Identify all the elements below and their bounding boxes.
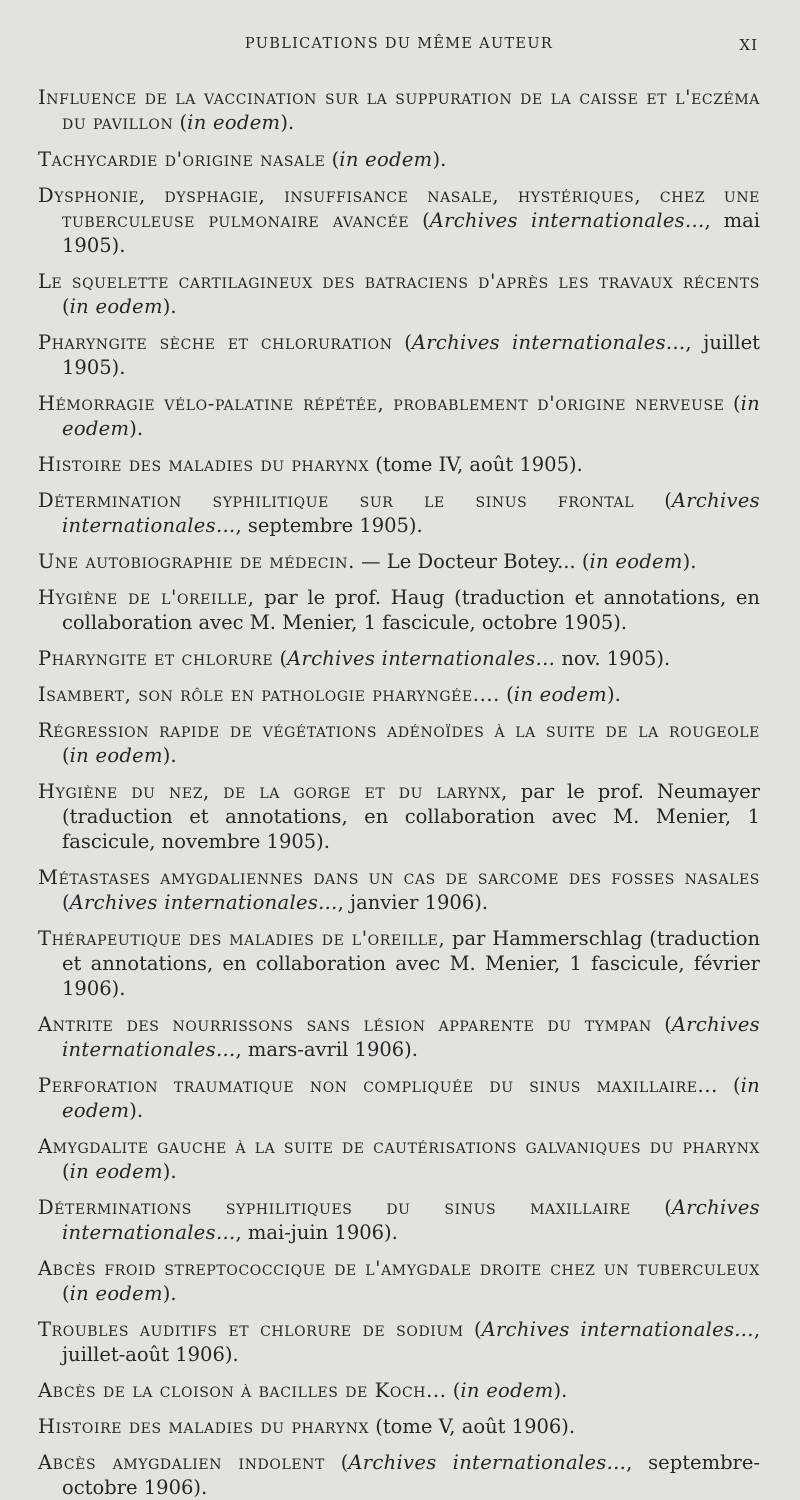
entry-details: (	[62, 295, 70, 318]
entry-source: in eodem	[69, 1160, 163, 1183]
entry-title: Perforation traumatique non compliquée du sinus maxillaire...	[38, 1074, 718, 1097]
publication-list	[38, 85, 760, 1500]
entry-details: (	[62, 744, 70, 767]
entry-details: (	[634, 489, 672, 512]
entry-source: Archives internationales...	[429, 209, 705, 232]
entry-source: in eodem	[460, 1379, 554, 1402]
entry-tail: , juillet-août 1906).	[62, 1318, 761, 1366]
entry-tail: ).	[129, 417, 144, 440]
entry-title: Antrite des nourrissons sans lésion apparente du tympan	[38, 1013, 652, 1036]
entry-details: (	[273, 647, 288, 670]
entry-title: Histoire des maladies du pharynx	[38, 453, 370, 476]
entry-tail: , mai 1905).	[62, 209, 760, 257]
entry-source: Archives internationales...	[287, 647, 556, 670]
entry-tail: , mars-avril 1906).	[235, 1038, 418, 1061]
entry-source: in eodem	[589, 550, 683, 573]
entry-details: (	[409, 209, 430, 232]
publication-entry	[38, 718, 760, 768]
entry-tail: , janvier 1906).	[337, 891, 489, 914]
entry-source: Archives internationales...	[481, 1318, 754, 1341]
entry-title: Pharyngite sèche et chloruration	[38, 331, 393, 354]
entry-title: Dysphonie, dysphagie, insuffisance nasale, hystériques, chez une tuberculeuse pulmonaire avancée	[38, 184, 760, 232]
entry-title: Détermination syphilitique sur le sinus frontal	[38, 489, 635, 512]
entry-source: Archives internationales...	[411, 331, 686, 354]
publication-entry	[38, 391, 760, 441]
entry-details: (	[717, 1074, 741, 1097]
entry-tail: ).	[280, 111, 295, 134]
entry-title: Hémorragie vélo-palatine répétée, probablement d'origine nerveuse	[38, 392, 725, 415]
entry-title: Régression rapide de végétations adénoïdes à la suite de la rougeole	[38, 719, 760, 742]
entry-details: (	[651, 1013, 672, 1036]
entry-tail: ).	[129, 1099, 144, 1122]
entry-title: Influence de la vaccination sur la suppuration de la caisse et l'eczéma du pavillon	[38, 86, 760, 134]
entry-tail: ).	[553, 1379, 568, 1402]
entry-details: (	[499, 683, 514, 706]
entry-tail: ).	[162, 1160, 177, 1183]
entry-title: Hygiène de l'oreille,	[38, 586, 255, 609]
entry-details: (	[62, 891, 70, 914]
entry-details: (	[631, 1196, 672, 1219]
publication-entry	[38, 1414, 760, 1439]
entry-tail: ).	[162, 744, 177, 767]
entry-title: Abcès amygdalien indolent	[38, 1451, 325, 1474]
entry-details: (	[173, 111, 188, 134]
entry-tail: , septembre 1905).	[235, 514, 423, 537]
entry-source: Archives internationales...	[62, 489, 760, 537]
entry-source: Archives internationales...	[348, 1451, 627, 1474]
entry-source: in eodem	[69, 1282, 163, 1305]
entry-tail: , septembre-octobre 1906).	[62, 1451, 761, 1499]
publication-entry	[38, 1378, 760, 1403]
entry-title: Histoire des maladies du pharynx	[38, 1415, 370, 1438]
entry-source: Archives internationales...	[69, 891, 338, 914]
entry-tail: nov. 1905).	[555, 647, 671, 670]
entry-details: par le prof. Neumayer (traduction et annotations, en collaboration avec M. Menier, 1 fascicule, novembre 1905).	[62, 780, 760, 853]
entry-title: Thérapeutique des maladies de l'oreille,	[38, 927, 446, 950]
entry-details: (	[62, 1282, 70, 1305]
publication-entry	[38, 330, 760, 380]
entry-title: Déterminations syphilitiques du sinus maxillaire	[38, 1196, 632, 1219]
entry-tail: ).	[682, 550, 697, 573]
publication-entry	[38, 488, 760, 538]
entry-title: Isambert, son rôle en pathologie pharyngée....	[38, 683, 500, 706]
publication-entry	[38, 1073, 760, 1123]
entry-title: Abcès froid streptococcique de l'amygdale droite chez un tuberculeux	[38, 1257, 760, 1280]
publication-entry	[38, 865, 760, 915]
entry-tail: ).	[162, 1282, 177, 1305]
entry-details: (	[463, 1318, 482, 1341]
entry-title: Abcès de la cloison à bacilles de Koch...	[38, 1379, 447, 1402]
page-number: XI	[739, 36, 758, 54]
entry-title: Pharyngite et chlorure	[38, 647, 274, 670]
publication-entry	[38, 452, 760, 477]
entry-title: Amygdalite gauche à la suite de cautérisations galvaniques du pharynx	[38, 1135, 760, 1158]
entry-source: in eodem	[513, 683, 607, 706]
entry-details: (tome IV, août 1905).	[369, 453, 583, 476]
publication-entry	[38, 1450, 760, 1500]
publication-entry	[38, 1256, 760, 1306]
publication-entry	[38, 779, 760, 854]
entry-details: par Hammerschlag (traduction et annotations, en collaboration avec M. Menier, 1 fascicule, février 1906).	[62, 927, 760, 1000]
entry-details: (	[325, 148, 340, 171]
entry-source: in eodem	[339, 148, 433, 171]
entry-title: Hygiène du nez, de la gorge et du larynx,	[38, 780, 508, 803]
entry-source: in eodem	[187, 111, 281, 134]
entry-tail: , mai-juin 1906).	[235, 1221, 398, 1244]
publication-entry	[38, 682, 760, 707]
publication-entry	[38, 926, 760, 1001]
entry-details: (	[392, 331, 412, 354]
entry-details: — Le Docteur Botey... (	[354, 550, 590, 573]
entry-details: (	[62, 1160, 70, 1183]
page-header	[40, 34, 758, 58]
entry-title: Troubles auditifs et chlorure de sodium	[38, 1318, 464, 1341]
entry-title: Métastases amygdaliennes dans un cas de sarcome des fosses nasales	[38, 866, 760, 889]
publication-entry	[38, 1195, 760, 1245]
publication-entry	[38, 646, 760, 671]
entry-title: Tachycardie d'origine nasale	[38, 148, 326, 171]
entry-source: Archives internationales...	[62, 1196, 760, 1244]
entry-source: in eodem	[62, 392, 760, 440]
publication-entry	[38, 1012, 760, 1062]
entry-tail: , juillet 1905).	[62, 331, 760, 379]
entry-source: in eodem	[62, 1074, 760, 1122]
entry-details: (tome V, août 1906).	[369, 1415, 576, 1438]
publication-entry	[38, 147, 760, 172]
entry-tail: ).	[162, 295, 177, 318]
entry-details: (	[724, 392, 741, 415]
entry-title: Le squelette cartilagineux des batraciens d'après les travaux récents	[38, 270, 760, 293]
entry-tail: ).	[606, 683, 621, 706]
running-title: PUBLICATIONS DU MÊME AUTEUR	[244, 36, 554, 52]
publication-entry	[38, 1317, 760, 1367]
publication-entry	[38, 1134, 760, 1184]
entry-source: in eodem	[69, 295, 163, 318]
entry-tail: ).	[432, 148, 447, 171]
entry-title: Une autobiographie de médecin.	[38, 550, 355, 573]
publication-entry	[38, 549, 760, 574]
publication-entry	[38, 585, 760, 635]
entry-details: (	[324, 1451, 349, 1474]
entry-details: (	[446, 1379, 461, 1402]
publication-entry	[38, 85, 760, 135]
entry-source: in eodem	[69, 744, 163, 767]
entry-details: par le prof. Haug (traduction et annotations, en collaboration avec M. Menier, 1 fascicule, octobre 1905).	[62, 586, 760, 634]
publication-entry	[38, 183, 760, 258]
entry-source: Archives internationales...	[62, 1013, 760, 1061]
publication-entry	[38, 269, 760, 319]
